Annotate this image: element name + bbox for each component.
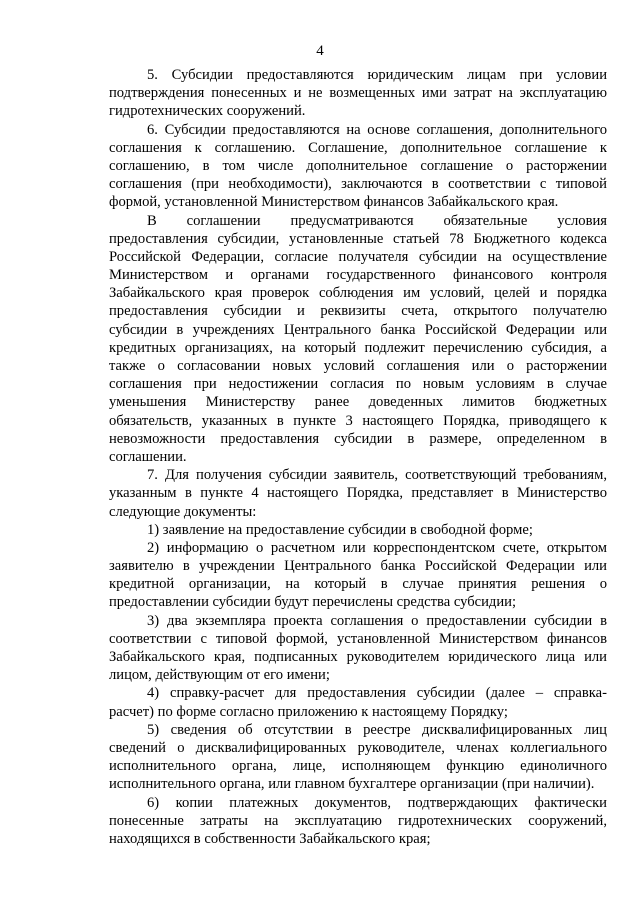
text-line: соглашения (при необходимости), заключаются в соответствии с типовой: [109, 176, 607, 193]
text-line: также о согласовании новых условий соглашения или о расторжении: [109, 358, 607, 374]
text-line: В соглашении предусматриваются обязательные условия: [147, 212, 607, 229]
text-line: следующие документы:: [109, 503, 257, 520]
page-number: 4: [316, 43, 324, 59]
text-line: соответствии с типовой формой, установленной Министерством финансов: [109, 630, 607, 647]
text-line: невозможности предоставления субсидии в размере, определенном в: [109, 430, 607, 447]
text-line: 6) копии платежных документов, подтверждающих фактически: [147, 794, 607, 811]
text-line: обязательств, указанных в пункте 3 настоящего Порядка, приводящего к: [109, 412, 607, 429]
text-line: соглашения при недостижении согласия по новым условиям в случае: [109, 376, 607, 393]
text-line: предоставлении субсидии будут перечислены средства субсидии;: [109, 594, 517, 611]
text-line: соглашении.: [109, 448, 187, 465]
text-line: Министерством и органами государственного финансового контроля: [109, 267, 607, 284]
text-line: находящихся в собственности Забайкальского края;: [109, 830, 431, 847]
text-line: заявителю в учреждении Центрального банка Российской Федерации или: [109, 558, 607, 575]
text-line: кредитных организациях, на который подлежит перечислению субсидия, а: [109, 339, 607, 356]
text-line: 1) заявление на предоставление субсидии в свободной форме;: [147, 521, 533, 538]
text-line: Забайкальского края, подписанных руководителем юридического лица или: [109, 649, 607, 665]
text-line: 7. Для получения субсидии заявитель, соответствующий требованиям,: [147, 467, 607, 484]
text-line: предоставления субсидии, установленные статьей 78 Бюджетного кодекса: [109, 230, 607, 247]
text-line: 6. Субсидии предоставляются на основе соглашения, дополнительного: [147, 121, 607, 138]
text-line: 5) сведения об отсутствии в реестре дисквалифицированных лиц: [147, 721, 607, 738]
text-line: 5. Субсидии предоставляются юридическим лицам при условии: [147, 67, 607, 83]
text-line: лицом, действующим от его имени;: [109, 667, 330, 684]
text-line: субсидии в учреждениях Центрального банка Российской Федерации или: [109, 321, 607, 338]
text-line: понесенные затраты на эксплуатацию гидротехнических сооружений,: [109, 812, 607, 829]
text-line: гидротехнических сооружений.: [109, 103, 306, 120]
text-line: соглашения к соглашению. Соглашение, дополнительное соглашение к: [109, 139, 607, 156]
text-line: Российской Федерации, согласие получателя субсидии на осуществление: [109, 248, 607, 265]
text-line: подтверждения понесенных и не возмещенных ими затрат на эксплуатацию: [109, 85, 607, 102]
text-line: формой, установленной Министерством финансов Забайкальского края.: [109, 194, 559, 211]
text-line: расчет) по форме согласно приложению к настоящему Порядку;: [109, 703, 508, 720]
text-line: уменьшения Министерству ранее доведенных лимитов бюджетных: [109, 394, 607, 411]
text-line: указанным в пункте 4 настоящего Порядка, представляет в Министерство: [109, 485, 607, 502]
text-line: 2) информацию о расчетном или корреспондентском счете, открытом: [147, 539, 607, 556]
text-line: Забайкальского края проверок соблюдения им условий, целей и порядка: [109, 285, 607, 302]
document-body: [109, 66, 607, 848]
text-line: соглашению, в том числе дополнительное соглашение о расторжении: [109, 157, 607, 174]
text-line: сведений о дисквалифицированных руководителе, членах коллегиального: [109, 739, 607, 756]
text-line: 3) два экземпляра проекта соглашения о предоставлении субсидии в: [147, 612, 607, 629]
text-line: кредитной организации, на который в случае принятия решения о: [109, 576, 607, 593]
text-line: предоставления субсидии и реквизиты счета, открытого получателю: [109, 303, 607, 320]
text-line: 4) справку-расчет для предоставления субсидии (далее – справка-: [147, 685, 607, 702]
text-line: исполнительного органа, или главном бухгалтере организации (при наличии).: [109, 776, 595, 793]
text-line: исполнительного органа, лице, исполняющем функцию единоличного: [109, 758, 607, 775]
